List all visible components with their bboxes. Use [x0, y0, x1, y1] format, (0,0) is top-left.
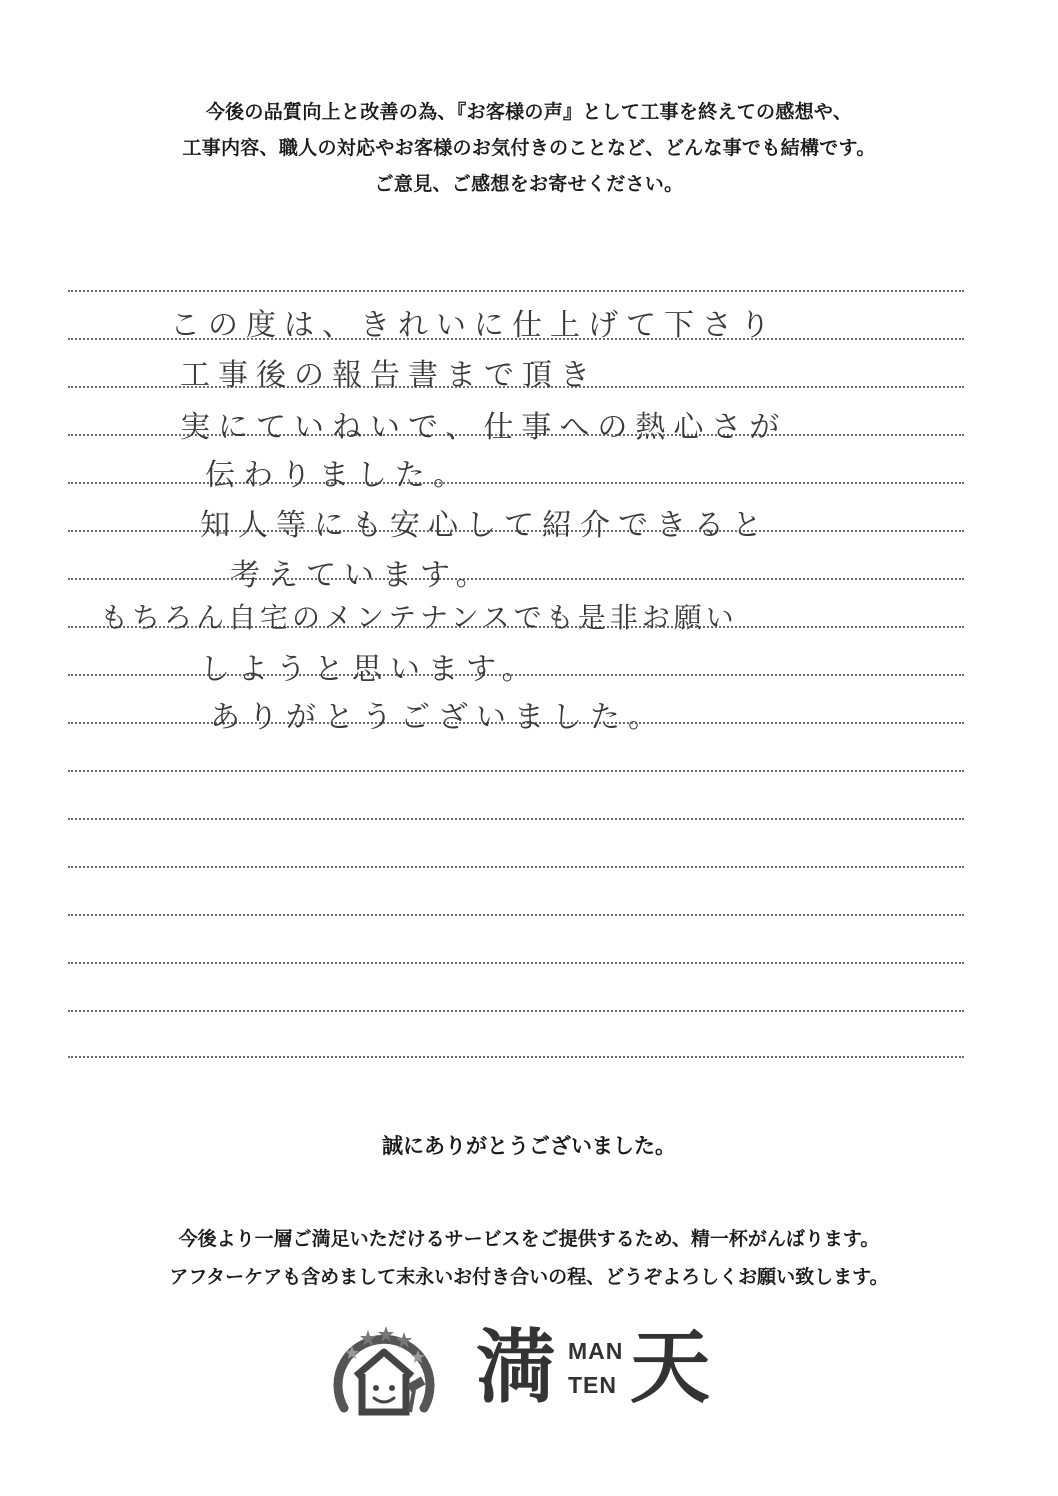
ruled-line — [68, 578, 964, 580]
handwritten-line-6: 考えています。 — [230, 558, 494, 593]
ruled-line — [68, 1010, 964, 1012]
logo-latin-ten: TEN — [568, 1372, 617, 1398]
handwritten-line-1: この度は、きれいに仕上げて下さり — [170, 308, 778, 343]
ruled-line — [68, 1056, 964, 1058]
closing-text — [0, 1220, 1058, 1296]
logo-latin-text — [568, 1334, 623, 1402]
logo-kanji-man: 満 — [476, 1321, 556, 1414]
logo-latin-man: MAN — [568, 1338, 624, 1364]
manten-logo — [330, 1316, 730, 1426]
handwritten-line-9: ありがとうございました。 — [210, 700, 666, 735]
logo-kanji-ten: 天 — [630, 1321, 710, 1414]
handwritten-line-8: しようと思います。 — [200, 652, 540, 687]
ruled-line — [68, 962, 964, 964]
ruled-line — [68, 914, 964, 916]
house-smile-stars-icon — [330, 1316, 438, 1426]
ruled-line — [68, 770, 964, 772]
handwritten-line-4: 伝わりました。 — [205, 458, 471, 493]
handwritten-line-2: 工事後の報告書まで頂き — [180, 358, 598, 393]
closing-line-2: アフターケアも含めまして末永いお付き合いの程、どうぞよろしくお願い致します。 — [169, 1266, 889, 1288]
handwritten-line-5: 知人等にも安心して紹介できると — [200, 508, 770, 543]
intro-line-2: 工事内容、職人の対応やお客様のお気付きのことなど、どんな事でも結構です。 — [182, 137, 876, 159]
intro-text — [0, 94, 1058, 202]
ruled-line — [68, 866, 964, 868]
intro-line-3: ご意見、ご感想をお寄せください。 — [374, 173, 684, 195]
thanks-message: 誠にありがとうございました。 — [382, 1134, 676, 1158]
ruled-line — [68, 482, 964, 484]
handwritten-line-3: 実にていねいで、仕事への熱心さが — [180, 410, 788, 445]
ruled-line — [68, 818, 964, 820]
ruled-line — [68, 290, 964, 292]
handwritten-line-7: もちろん自宅のメンテナンスでも是非お願い — [100, 601, 738, 634]
closing-line-1: 今後より一層ご満足いただけるサービスをご提供するため、精一杯がんばります。 — [178, 1228, 880, 1250]
intro-line-1: 今後の品質向上と改善の為、『お客様の声』として工事を終えての感想や、 — [205, 101, 853, 123]
